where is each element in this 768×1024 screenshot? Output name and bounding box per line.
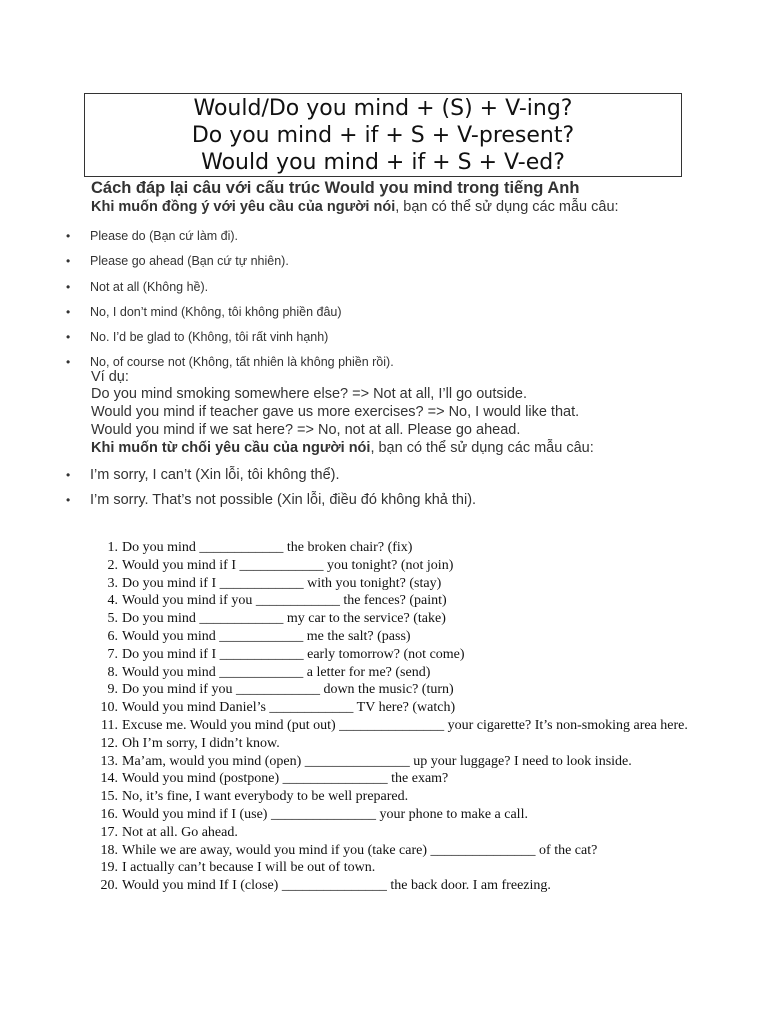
exercise-number: 19.: [100, 860, 118, 876]
exercise-text: While we are away, would you mind if you (take care) _______________ of the cat?: [122, 842, 598, 858]
exercise-text: Ma’am, would you mind (open) _______________ up your luggage? I need to look inside.: [122, 753, 632, 769]
exercise-text: Would you mind if I (use) _______________ your phone to make a call.: [122, 806, 528, 822]
exercise-text: Would you mind (postpone) _______________ the exam?: [122, 771, 449, 787]
exercise-number: 6.: [107, 628, 118, 644]
exercise-item: [96, 717, 696, 735]
list-item: [0, 226, 394, 251]
exercise-text: Would you mind If I (close) _______________ the back door. I am freezing.: [122, 878, 551, 894]
exercise-text: Not at all. Go ahead.: [122, 824, 238, 840]
exercise-item: [96, 557, 696, 575]
exercise-number: 17.: [100, 824, 118, 840]
example-line-1: Do you mind smoking somewhere else? => Not at all, I’ll go outside.: [91, 386, 528, 402]
formula-line-1: Would/Do you mind + (S) + V-ing?: [193, 96, 573, 121]
exercise-item: [96, 788, 696, 806]
bullet-icon: •: [66, 355, 71, 370]
exercise-text: Would you mind Daniel’s ____________ TV here? (watch): [122, 700, 456, 716]
accept-intro-rest: , bạn có thể sử dụng các mẫu câu:: [395, 199, 619, 215]
exercise-text: I actually can’t because I will be out of town.: [122, 860, 376, 876]
exercise-text: Do you mind ____________ the broken chair? (fix): [122, 540, 413, 555]
example-line-2: Would you mind if teacher gave us more exercises? => No, I would like that.: [91, 404, 580, 420]
exercise-number: 7.: [107, 646, 118, 662]
refuse-phrase: I’m sorry. That’s not possible (Xin lỗi, điều đó không khả thi).: [90, 492, 477, 508]
exercise-number: 10.: [100, 700, 118, 716]
exercise-item: [96, 842, 696, 860]
exercise-number: 4.: [107, 593, 118, 609]
exercise-item: [96, 735, 696, 753]
exercise-item: [96, 681, 696, 699]
list-item: [0, 277, 394, 302]
accept-phrase: Not at all (Không hề).: [90, 279, 209, 294]
list-item: [0, 490, 476, 515]
bullet-icon: •: [66, 493, 71, 507]
exercise-list: [96, 539, 696, 895]
exercise-number: 20.: [100, 878, 118, 894]
accept-phrase: No. I’d be glad to (Không, tôi rất vinh hạnh): [90, 330, 329, 345]
exercise-item: [96, 824, 696, 842]
exercise-item: [96, 592, 696, 610]
exercise-item: [96, 610, 696, 628]
bullet-icon: •: [66, 468, 71, 482]
exercise-item: [96, 539, 696, 557]
exercise-item: [96, 753, 696, 771]
accept-intro: [91, 199, 619, 215]
exercise-number: 14.: [100, 771, 118, 787]
bullet-icon: •: [66, 330, 71, 345]
exercise-item: [96, 770, 696, 788]
exercise-text: No, it’s fine, I want everybody to be well prepared.: [122, 789, 409, 805]
exercise-number: 12.: [100, 735, 118, 751]
formula-line-2: Do you mind + if + S + V-present?: [191, 123, 575, 148]
exercise-text: Would you mind if you ____________ the fences? (paint): [122, 593, 447, 609]
list-item: [0, 327, 394, 352]
exercise-text: Oh I’m sorry, I didn’t know.: [122, 735, 280, 751]
exercise-number: 1.: [107, 540, 118, 555]
exercise-number: 15.: [100, 789, 118, 805]
accept-intro-bold: Khi muốn đồng ý với yêu cầu của người nói: [91, 199, 396, 215]
list-item: [0, 352, 394, 377]
refuse-intro-bold: Khi muốn từ chối yêu cầu của người nói: [91, 440, 371, 456]
accept-phrase: Please go ahead (Bạn cứ tự nhiên).: [90, 254, 289, 269]
exercise-number: 5.: [107, 611, 118, 627]
accept-phrase: No, of course not (Không, tất nhiên là không phiền rồi).: [90, 355, 394, 370]
formula-box: [84, 93, 682, 177]
exercise-text: Excuse me. Would you mind (put out) _______________ your cigarette? It’s non-smoking area here.: [122, 717, 688, 733]
exercise-item: [96, 664, 696, 682]
refuse-phrases-list: [0, 465, 476, 515]
exercise-text: Do you mind ____________ my car to the service? (take): [122, 611, 446, 627]
example-label: Ví dụ:: [91, 369, 129, 385]
exercise-text: Do you mind if you ____________ down the music? (turn): [122, 682, 454, 698]
bullet-icon: •: [66, 279, 71, 294]
section-heading: Cách đáp lại câu với cấu trúc Would you mind trong tiếng Anh: [91, 179, 580, 197]
exercise-number: 9.: [107, 682, 118, 698]
exercise-number: 16.: [100, 806, 118, 822]
exercise-item: [96, 859, 696, 877]
exercise-item: [96, 628, 696, 646]
list-item: [0, 302, 394, 327]
exercise-text: Do you mind if I ____________ early tomorrow? (not come): [122, 646, 465, 662]
list-item: [0, 465, 476, 490]
exercise-text: Would you mind ____________ me the salt? (pass): [122, 628, 411, 644]
formula-line-3: Would you mind + if + S + V-ed?: [201, 150, 565, 175]
refuse-intro-rest: , bạn có thể sử dụng các mẫu câu:: [370, 440, 594, 456]
bullet-icon: •: [66, 254, 71, 269]
exercise-number: 2.: [107, 557, 118, 573]
example-line-3: Would you mind if we sat here? => No, not at all. Please go ahead.: [91, 422, 521, 438]
list-item: [0, 251, 394, 276]
exercise-number: 13.: [100, 753, 118, 769]
exercise-text: Do you mind if I ____________ with you tonight? (stay): [122, 575, 442, 591]
exercise-text: Would you mind ____________ a letter for me? (send): [122, 664, 431, 680]
exercise-number: 18.: [100, 842, 118, 858]
accept-phrase: No, I don’t mind (Không, tôi không phiền đâu): [90, 304, 342, 319]
refuse-intro: [91, 440, 594, 456]
exercise-item: [96, 806, 696, 824]
refuse-phrase: I’m sorry, I can’t (Xin lỗi, tôi không thể).: [90, 467, 340, 483]
exercise-number: 8.: [107, 664, 118, 680]
bullet-icon: •: [66, 304, 71, 319]
exercise-item: [96, 877, 696, 895]
accept-phrases-list: [0, 226, 394, 378]
exercise-item: [96, 575, 696, 593]
accept-phrase: Please do (Bạn cứ làm đi).: [90, 229, 239, 243]
exercise-number: 3.: [107, 575, 118, 591]
exercise-item: [96, 699, 696, 717]
exercise-item: [96, 646, 696, 664]
bullet-icon: •: [66, 229, 71, 243]
exercise-text: Would you mind if I ____________ you tonight? (not join): [122, 557, 454, 573]
exercise-number: 11.: [101, 717, 118, 733]
